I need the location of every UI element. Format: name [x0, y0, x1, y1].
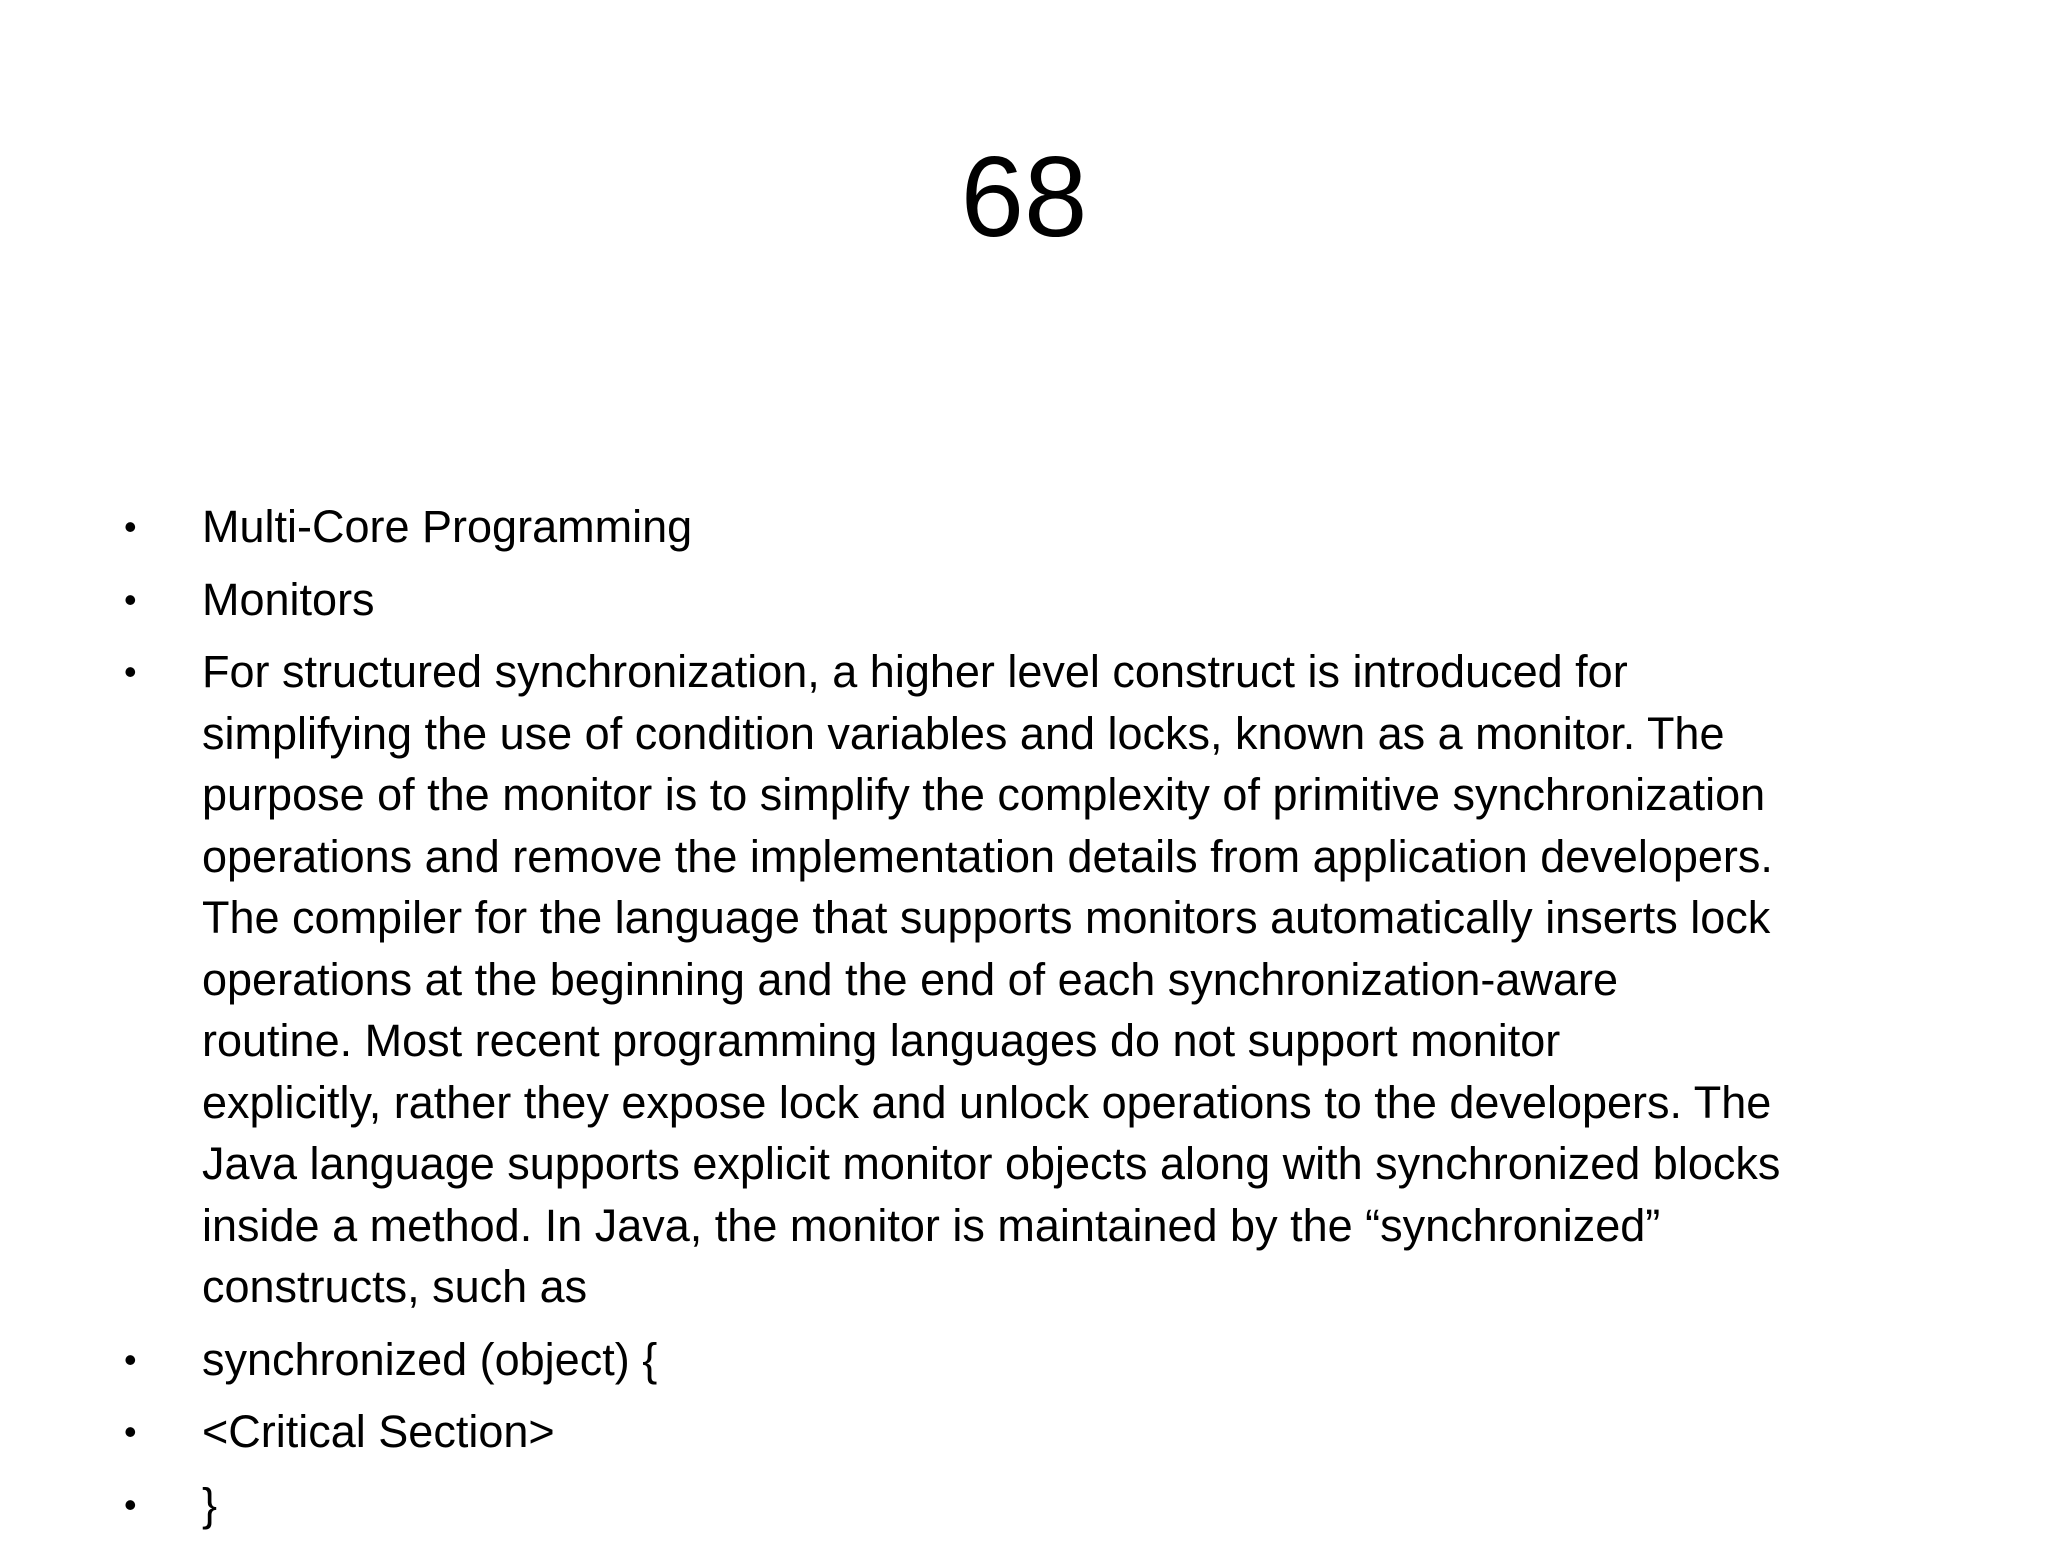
bullet-item-description [120, 641, 1950, 1318]
bullet-dot: • [124, 506, 137, 547]
bullet-line: routine. Most recent programming languages do not support monitor [202, 1015, 1561, 1066]
bullet-line: constructs, such as [202, 1261, 588, 1312]
bullet-line: <Critical Section> [202, 1406, 555, 1457]
bullet-text [202, 641, 1950, 1318]
bullet-text [202, 1329, 1950, 1391]
bullet-text [202, 496, 1950, 558]
bullet-list [120, 496, 1950, 1546]
bullet-item-critical-section [120, 1401, 1950, 1463]
bullet-item-code-close [120, 1474, 1950, 1536]
bullet-line: } [202, 1478, 218, 1530]
bullet-item-code-open [120, 1329, 1950, 1391]
bullet-item-multi-core [120, 496, 1950, 558]
bullet-line: operations and remove the implementation details from application developers. [202, 830, 1773, 882]
bullet-dot: • [124, 1338, 137, 1380]
bullet-line: Java language supports explicit monitor objects along with synchronized blocks [202, 1138, 1781, 1189]
bullet-dot: • [124, 578, 137, 620]
bullet-line: The compiler for the language that supports monitors automatically inserts lock [202, 892, 1771, 943]
bullet-line: purpose of the monitor is to simplify the complexity of primitive synchronization [202, 769, 1766, 820]
bullet-line: operations at the beginning and the end of each synchronization-aware [202, 953, 1618, 1005]
bullet-line: synchronized (object) { [202, 1333, 658, 1385]
bullet-line: simplifying the use of condition variables and locks, known as a monitor. The [202, 707, 1725, 759]
bullet-line: For structured synchronization, a higher level construct is introduced for [202, 646, 1628, 697]
bullet-text [202, 1401, 1950, 1463]
bullet-dot: • [124, 1411, 137, 1452]
bullet-line: explicitly, rather they expose lock and unlock operations to the developers. The [202, 1076, 1772, 1128]
bullet-dot: • [124, 1483, 137, 1525]
slide-title: 68 [960, 134, 1088, 261]
bullet-text [202, 1474, 1950, 1536]
bullet-line: Monitors [202, 573, 375, 625]
bullet-line: inside a method. In Java, the monitor is maintained by the “synchronized” [202, 1199, 1661, 1251]
bullet-item-monitors [120, 569, 1950, 631]
bullet-line: Multi-Core Programming [202, 501, 693, 552]
bullet-dot: • [124, 651, 137, 692]
bullet-text [202, 569, 1950, 631]
